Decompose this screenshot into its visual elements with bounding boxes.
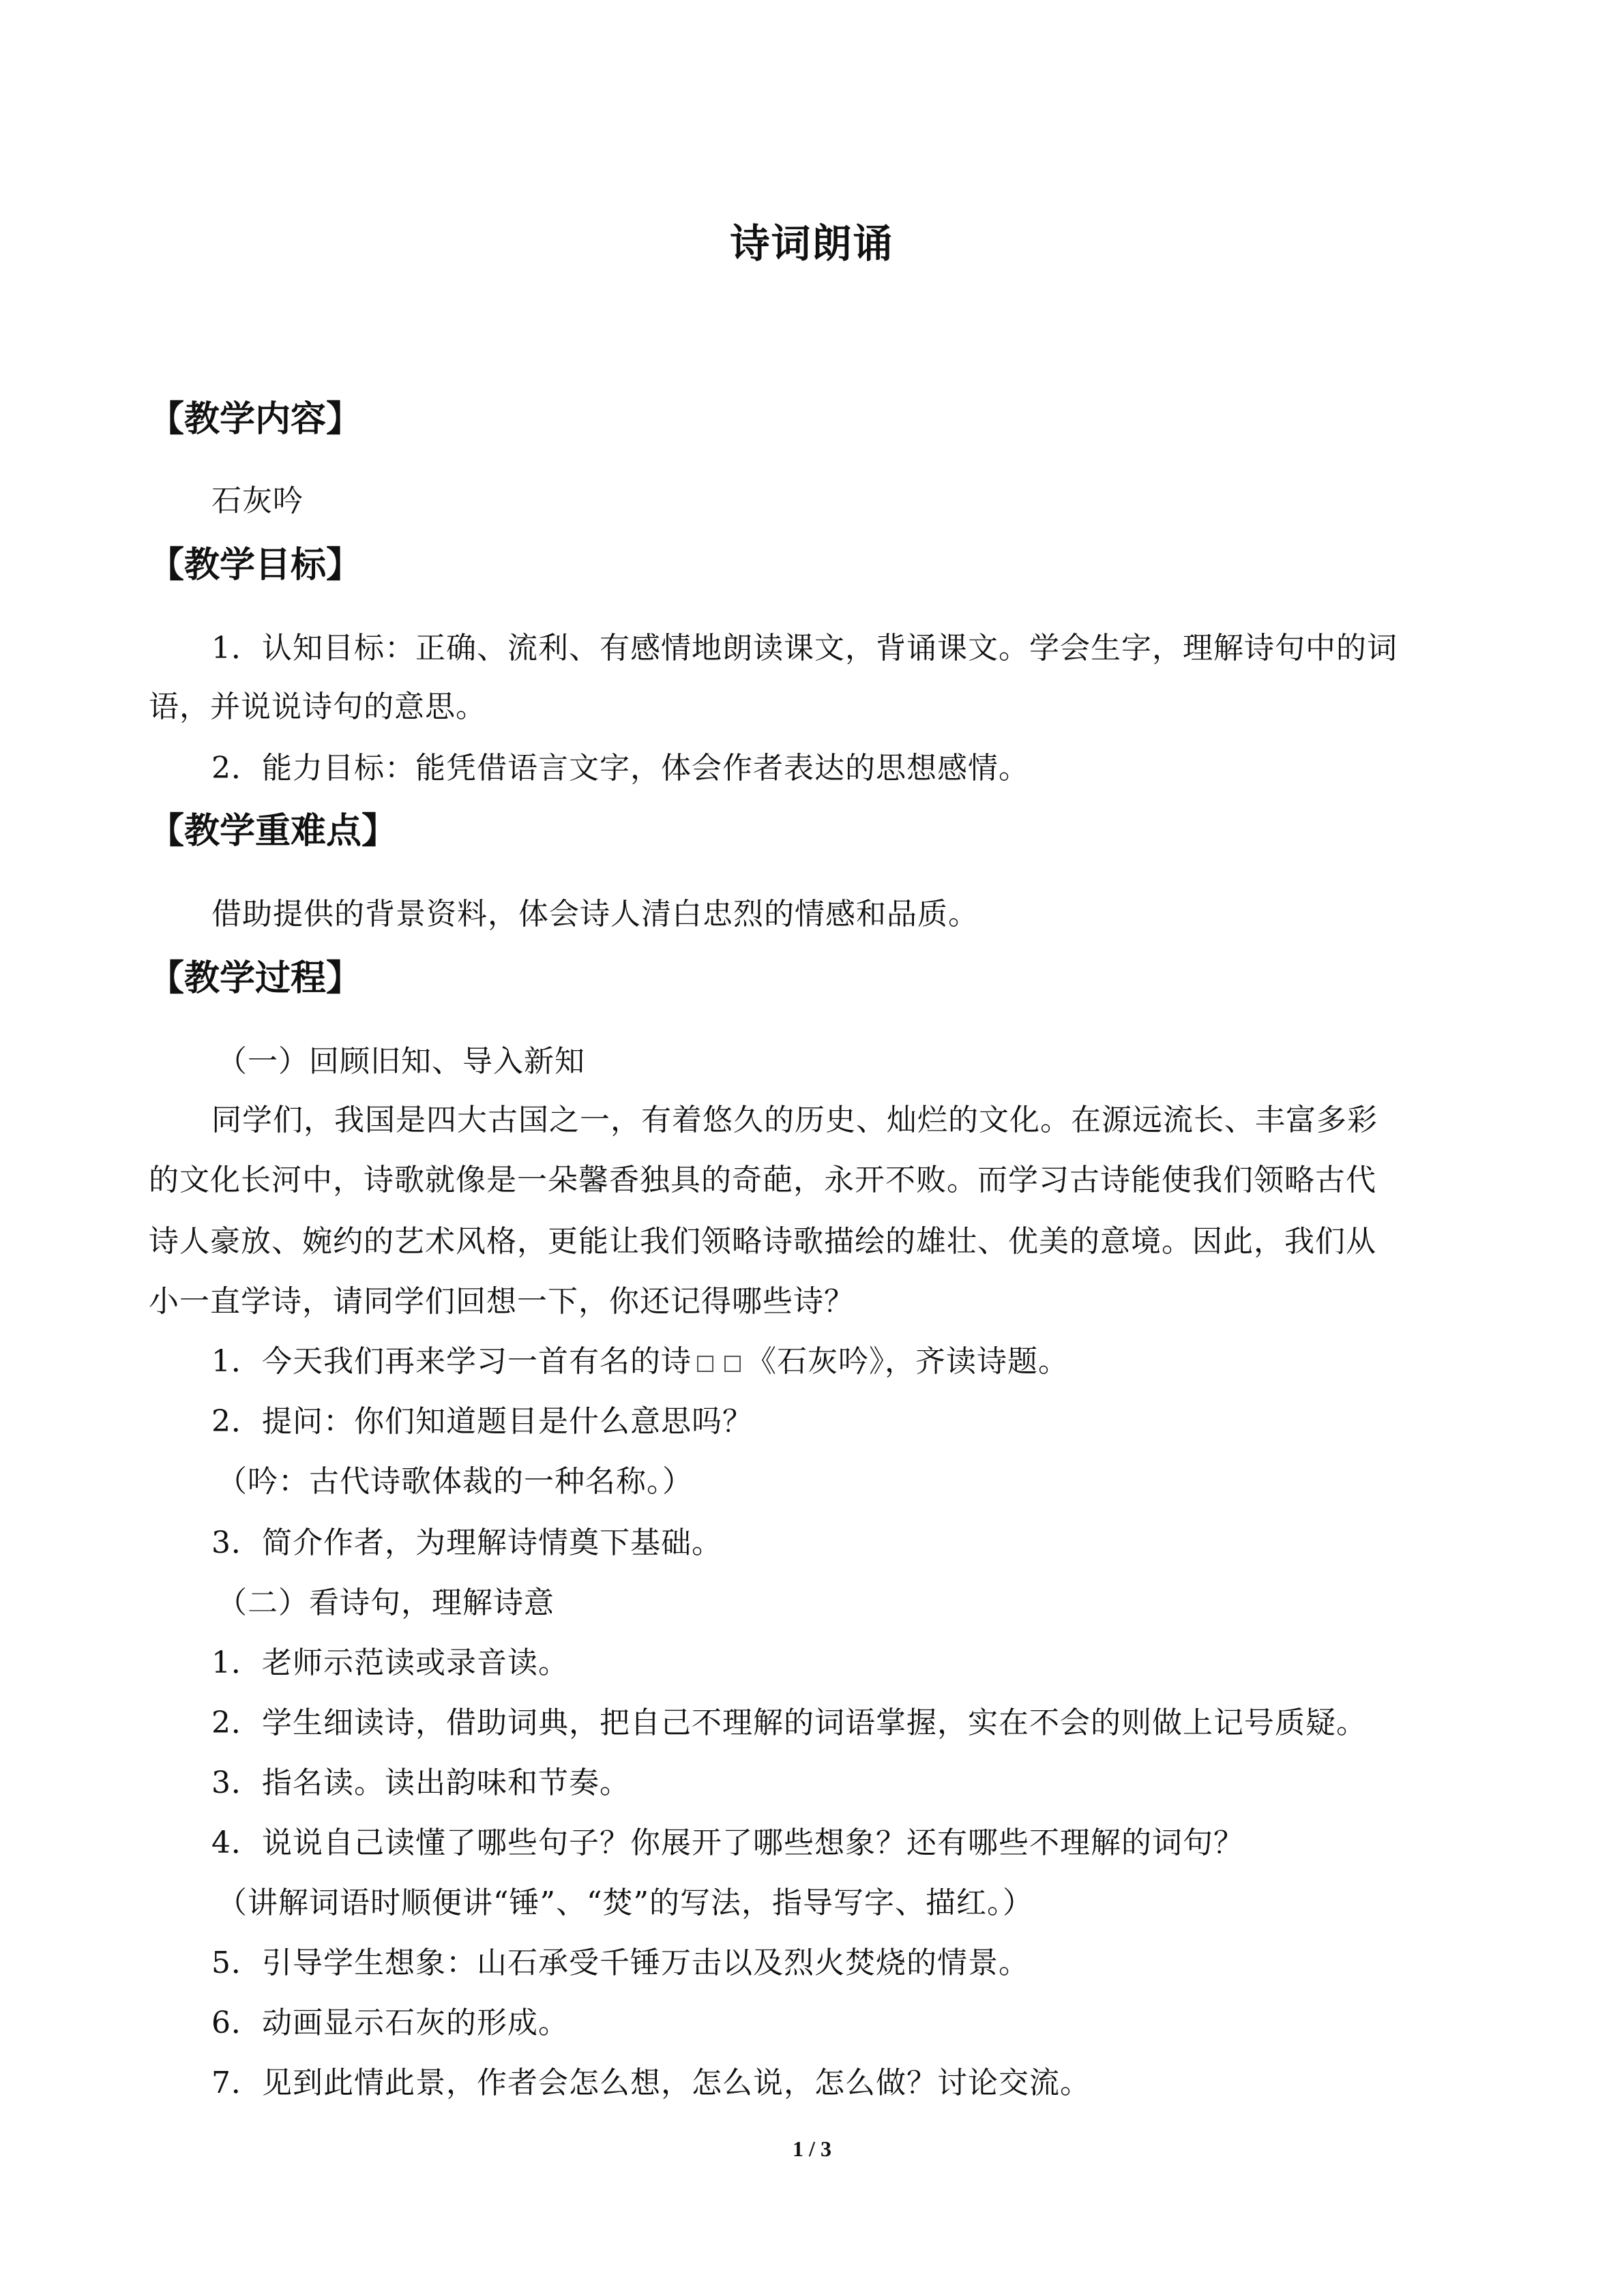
part-1-item-1-after: 《石灰吟》，齐读诗题。 xyxy=(746,1344,1069,1379)
intro-line-1: 同学们，我国是四大古国之一，有着悠久的历史、灿烂的文化。在源远流长、丰富多彩 xyxy=(211,1103,1378,1137)
content-text: 石灰吟 xyxy=(211,483,304,518)
part-2-item-3: 3．指名读。读出韵味和节奏。 xyxy=(211,1765,630,1800)
document-title: 诗词朗诵 xyxy=(730,220,894,267)
part-2-item-4-note: （讲解词语时顺便讲“锤”、“焚”的写法，指导写字、描红。） xyxy=(217,1885,1033,1920)
placeholder-boxes xyxy=(692,1344,746,1379)
page-number: 1 / 3 xyxy=(793,2136,831,2161)
intro-line-3: 诗人豪放、婉约的艺术风格，更能让我们领略诗歌描绘的雄壮、优美的意境。因此，我们从 xyxy=(149,1224,1376,1259)
part-2-item-7: 7．见到此情此景，作者会怎么想，怎么说，怎么做？讨论交流。 xyxy=(211,2066,1091,2100)
goal-1-line-2: 语，并说说诗句的意思。 xyxy=(149,689,486,724)
part-2-item-5: 5．引导学生想象：山石承受千锤万击以及烈火焚烧的情景。 xyxy=(211,1945,1029,1980)
section-heading-key-points: 【教学重难点】 xyxy=(149,811,398,852)
section-heading-goals: 【教学目标】 xyxy=(149,545,362,586)
section-heading-process: 【教学过程】 xyxy=(149,958,362,999)
intro-line-2: 的文化长河中，诗歌就像是一朵馨香独具的奇葩，永开不败。而学习古诗能使我们领略古代 xyxy=(149,1163,1376,1197)
part-1-item-2-note: （吟：古代诗歌体裁的一种名称。） xyxy=(217,1464,693,1499)
part-1-title: （一）回顾旧知、导入新知 xyxy=(217,1044,585,1079)
part-1-item-1-before: 1．今天我们再来学习一首有名的诗 xyxy=(211,1344,692,1379)
section-heading-content: 【教学内容】 xyxy=(149,399,362,440)
part-2-title: （二）看诗句，理解诗意 xyxy=(217,1585,555,1620)
part-2-item-4: 4．说说自己读懂了哪些句子？你展开了哪些想象？还有哪些不理解的词句？ xyxy=(211,1825,1244,1860)
part-2-item-2: 2．学生细读诗，借助词典，把自己不理解的词语掌握，实在不会的则做上记号质疑。 xyxy=(211,1705,1367,1740)
part-1-item-3: 3．简介作者，为理解诗情奠下基础。 xyxy=(211,1525,722,1560)
placeholder-box xyxy=(724,1356,741,1372)
key-points-text: 借助提供的背景资料，体会诗人清白忠烈的情感和品质。 xyxy=(211,897,979,931)
part-1-item-2: 2．提问：你们知道题目是什么意思吗？ xyxy=(211,1404,753,1439)
goal-1-line-1: 1．认知目标：正确、流利、有感情地朗读课文，背诵课文。学会生字，理解诗句中的词 xyxy=(211,631,1398,666)
part-2-item-1: 1．老师示范读或录音读。 xyxy=(211,1645,569,1680)
goal-2: 2．能力目标：能凭借语言文字，体会作者表达的思想感情。 xyxy=(211,751,1029,786)
part-1-item-1 xyxy=(211,1337,1069,1380)
part-2-item-6: 6．动画显示石灰的形成。 xyxy=(211,2006,569,2040)
placeholder-box xyxy=(697,1356,713,1372)
intro-line-4: 小一直学诗，请同学们回想一下，你还记得哪些诗？ xyxy=(149,1284,855,1319)
